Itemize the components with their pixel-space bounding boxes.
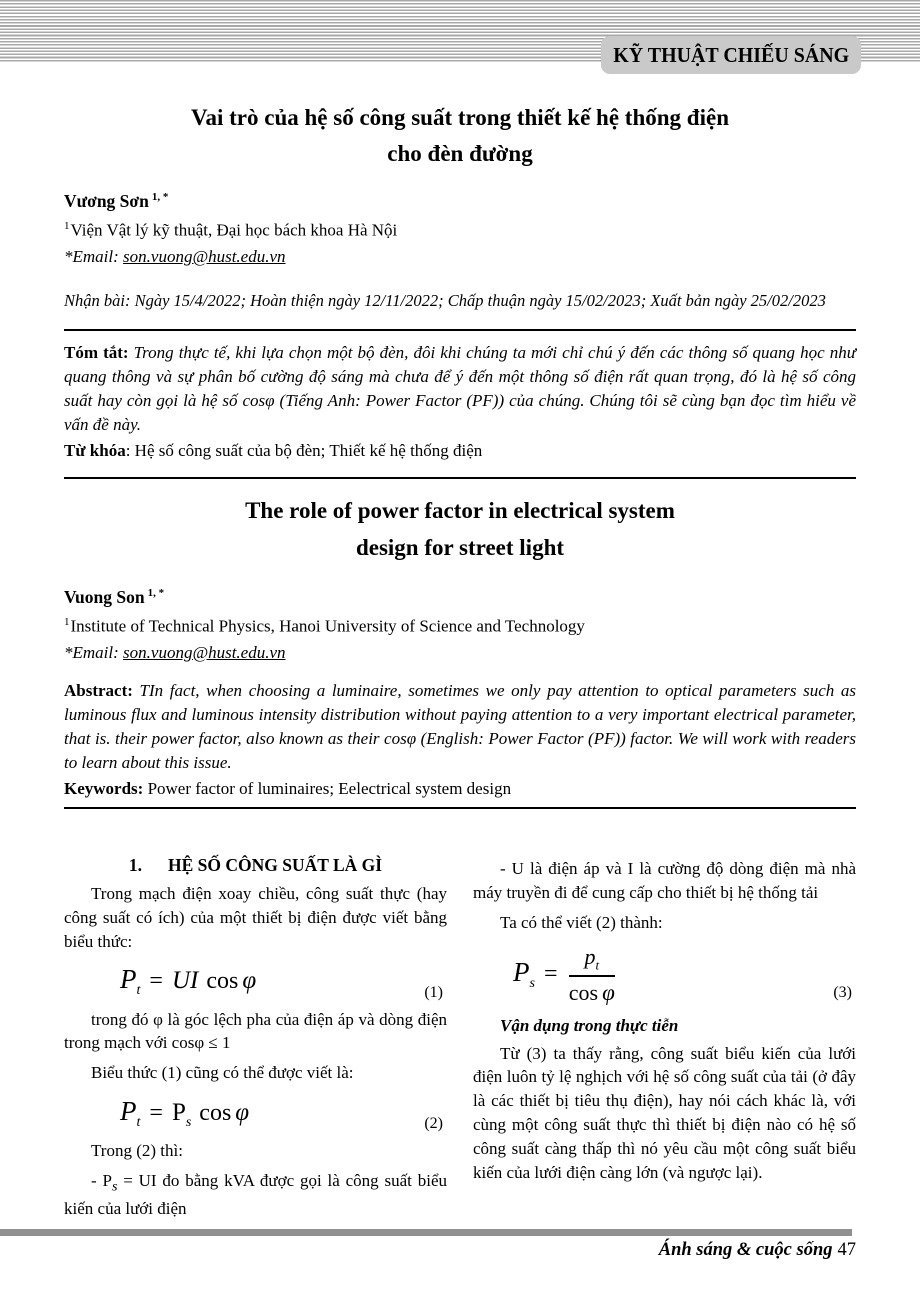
abstract-en-label: Abstract:: [64, 680, 133, 700]
divider-rule-2: [64, 477, 856, 479]
bullet-item-post: = UI đo bằng kVA được gọi là công suất biểu kiến của lưới điện: [64, 1170, 447, 1218]
email-link-en[interactable]: son.vuong@hust.edu.vn: [123, 642, 286, 662]
left-column: [64, 855, 447, 1220]
formula-3-cos: cos: [568, 980, 599, 1006]
formula-2-lhs: P: [120, 1095, 137, 1126]
author-superscript: 1, *: [151, 191, 169, 204]
author-superscript-en: 1, *: [147, 587, 165, 600]
footer-page-number: 47: [837, 1240, 856, 1260]
formula-3-expression: [513, 945, 615, 1006]
right-paragraph-1: - U là điện áp và I là cường độ dòng điện mà nhà máy truyền đi để cung cấp cho thiết bị hệ thống tải: [473, 859, 856, 902]
divider-rule-1: [64, 329, 856, 331]
email-label-en: *Email:: [64, 642, 124, 662]
formula-2-lhs-sub: t: [136, 1114, 141, 1130]
right-paragraph-2: Ta có thể viết (2) thành:: [500, 912, 663, 932]
formula-1-term: UI: [171, 967, 199, 995]
divider-rule-3: [64, 807, 856, 809]
footer: [64, 1240, 856, 1261]
submission-dates: Nhận bài: Ngày 15/4/2022; Hoàn thiện ngày 12/11/2022; Chấp thuận ngày 15/02/2023; Xuất bản ngày 25/02/2023: [64, 290, 826, 310]
formula-2-tag: (2): [424, 1114, 443, 1132]
formula-3-phi: φ: [602, 980, 615, 1006]
affiliation-english: [64, 616, 856, 637]
affiliation-superscript-en: 1: [64, 616, 70, 629]
formula-1-lhs: P: [120, 964, 137, 995]
footer-journal-name: Ánh sáng & cuộc sống: [658, 1240, 833, 1260]
formula-1-lhs-sub: t: [136, 982, 141, 998]
abstract-en-text: TIn fact, when choosing a luminaire, sometimes we only pay attention to optical parameters such as luminous flux and luminous intensity distribution without paying attention to a very important electrical parameter, that is. their power factor, also known as their cosφ (English: Power Factor (PF)) factor. We will work with readers to learn about this issue.: [64, 680, 856, 773]
author-english: [64, 587, 856, 608]
email-line-english: [64, 643, 856, 663]
author-name-en: Vuong Son: [64, 587, 145, 608]
email-link[interactable]: son.vuong@hust.edu.vn: [123, 246, 286, 266]
author-vietnamese: [64, 191, 856, 212]
formula-3-denominator: [569, 977, 615, 1005]
section-1-title: HỆ SỐ CÔNG SUẤT LÀ GÌ: [168, 855, 383, 876]
title-en-line1: The role of power factor in electrical system: [245, 498, 675, 524]
right-paragraph-3: Từ (3) ta thấy rằng, công suất biểu kiến của lưới điện luôn tỷ lệ nghịch với hệ số công suất của tải (ở đây là các thiết bị tiêu thụ điện), hay nói cách khác là, với cùng một công suất thực thì thiết bị điện nào có hệ số công suất càng thấp thì nó yêu cầu một công suất biểu kiến của lưới điện càng lớn (và ngược lại).: [473, 1043, 856, 1182]
left-paragraph-1: Trong mạch điện xoay chiều, công suất thực (hay công suất có ích) của một thiết bị điện được viết bằng biểu thức:: [64, 884, 447, 951]
formula-1: [64, 962, 447, 1002]
formula-1-equals: =: [149, 968, 163, 995]
formula-3-numerator: [569, 945, 616, 978]
left-paragraph-2: trong đó φ là góc lệch pha của điện áp và dòng điện trong mạch với cosφ ≤ 1: [64, 1009, 447, 1053]
section-1-heading: [64, 855, 447, 876]
abstract-vn-label: Tóm tắt:: [64, 342, 129, 362]
affiliation-superscript: 1: [64, 220, 70, 233]
formula-3: [473, 945, 856, 1006]
formula-2-cos: cos: [199, 1099, 232, 1126]
keywords-en-label: Keywords:: [64, 779, 144, 799]
formula-2-term: P: [171, 1098, 186, 1126]
footer-bar: [0, 1229, 852, 1236]
affiliation-text: Viện Vật lý kỹ thuật, Đại học bách khoa Hà Nội: [70, 220, 398, 240]
right-subheading: Vận dụng trong thực tiễn: [500, 1015, 679, 1035]
formula-3-lhs-sub: s: [529, 975, 535, 991]
title-en-line2: design for street light: [355, 535, 565, 561]
formula-2-phi: φ: [235, 1098, 250, 1126]
left-paragraph-3: Biểu thức (1) cũng có thể được viết là:: [91, 1063, 354, 1083]
formula-3-tag: (3): [833, 983, 852, 1001]
formula-1-cos: cos: [206, 968, 239, 995]
formula-2-term-sub: s: [185, 1114, 192, 1130]
formula-3-lhs: P: [513, 956, 530, 987]
bullet-item-sub: s: [111, 1179, 118, 1195]
formula-2-equals: =: [149, 1099, 163, 1126]
formula-3-num-base: p: [584, 943, 596, 969]
keywords-vietnamese: [64, 441, 856, 461]
formula-2: [64, 1093, 447, 1133]
left-paragraph-4: Trong (2) thì:: [91, 1140, 183, 1160]
category-badge-label: KỸ THUẬT CHIẾU SÁNG: [613, 42, 849, 67]
keywords-vn-label: Từ khóa: [64, 441, 126, 461]
title-vn-line1: Vai trò của hệ số công suất trong thiết kế hệ thống điện: [191, 105, 729, 130]
formula-1-phi: φ: [242, 967, 257, 995]
article-title-english: [64, 493, 856, 567]
affiliation-vietnamese: [64, 220, 856, 241]
title-vn-line2: cho đèn đường: [387, 140, 533, 166]
formula-2-expression: [120, 1096, 249, 1131]
email-label: *Email:: [64, 246, 124, 266]
article-title-vietnamese: [64, 100, 856, 171]
email-line-vietnamese: [64, 247, 856, 267]
formula-1-tag: (1): [424, 983, 443, 1001]
keywords-en-text: Power factor of luminaires; Eelectrical system design: [143, 779, 512, 799]
formula-3-equals: =: [543, 960, 558, 987]
formula-3-fraction: [569, 945, 616, 1006]
abstract-vn-text: Trong thực tế, khi lựa chọn một bộ đèn, đôi khi chúng ta mới chỉ chú ý đến các thông số quang học như quang thông và sự phân bố cường độ sáng mà chưa để ý đến một thông số điện rất quan trọng, đó là hệ số công suất hay còn gọi là hệ số cosφ (Tiếng Anh: Power Factor (PF)) của chúng. Chúng tôi sẽ cùng bạn đọc tìm hiểu về vấn đề này.: [64, 342, 856, 435]
formula-1-expression: [120, 964, 256, 999]
section-1-number: 1.: [128, 855, 142, 876]
left-bullet-item: [64, 1169, 447, 1221]
keywords-vn-text: : Hệ số công suất của bộ đèn; Thiết kế hệ thống điện: [125, 441, 483, 461]
right-column: [473, 855, 856, 1220]
author-name: Vương Sơn: [64, 191, 149, 212]
formula-3-num-sub: t: [595, 956, 600, 972]
page-content: [64, 0, 856, 1221]
keywords-english: [64, 779, 856, 799]
two-column-body: [64, 855, 856, 1220]
bullet-item-pre: - P: [91, 1170, 112, 1190]
affiliation-text-en: Institute of Technical Physics, Hanoi University of Science and Technology: [70, 616, 585, 636]
abstract-vietnamese: [64, 341, 856, 438]
abstract-english: [64, 679, 856, 776]
